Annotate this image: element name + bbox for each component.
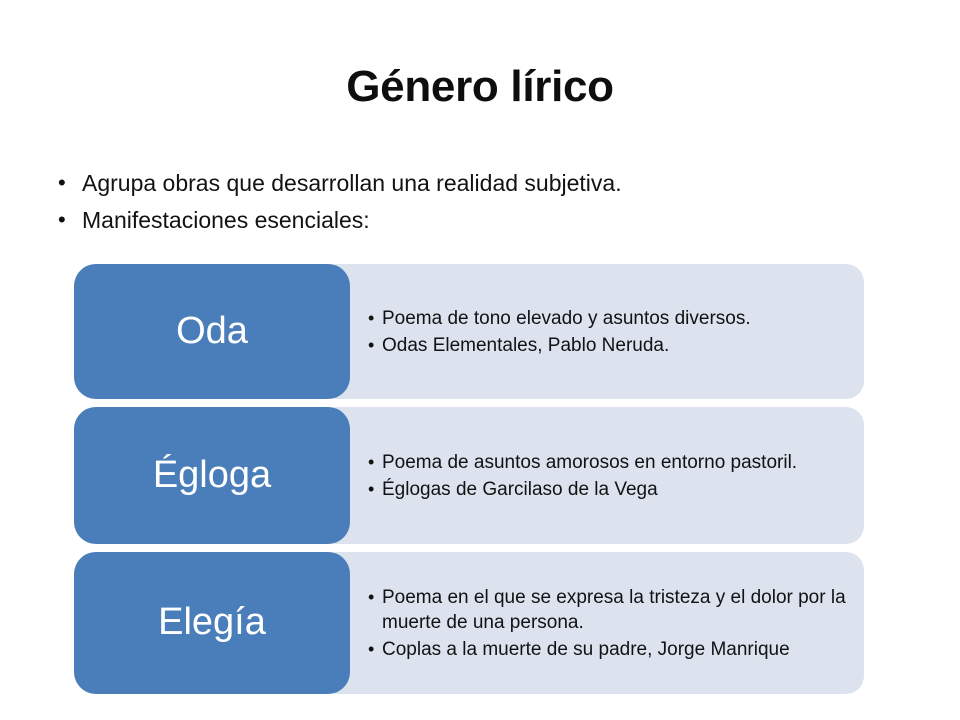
diagram-row-elegia [74, 552, 864, 694]
diagram-row-oda [74, 264, 864, 399]
list-item: • Poema de asuntos amorosos en entorno pastoril. [368, 450, 846, 475]
list-item: • Poema de tono elevado y asuntos diversos. [368, 306, 846, 331]
list-item: • Poema en el que se expresa la tristeza y el dolor por la muerte de una persona. [368, 585, 846, 635]
node-label-egloga: Égloga [74, 407, 350, 544]
bullet-text: Manifestaciones esenciales: [82, 207, 370, 233]
node-label-elegia: Elegía [74, 552, 350, 694]
node-description-egloga [332, 407, 864, 544]
diagram [74, 264, 864, 702]
diagram-row-egloga [74, 407, 864, 544]
page-title: Género lírico [346, 62, 614, 111]
bullet-list [58, 168, 918, 242]
bullet-text: Agrupa obras que desarrollan una realidad subjetiva. [82, 170, 622, 196]
list-item [58, 168, 918, 198]
node-label-oda: Oda [74, 264, 350, 399]
list-item: • Coplas a la muerte de su padre, Jorge Manrique [368, 637, 846, 662]
bullet-icon: • [58, 170, 66, 195]
list-item: • Odas Elementales, Pablo Neruda. [368, 333, 846, 358]
list-item: • Églogas de Garcilaso de la Vega [368, 477, 846, 502]
node-description-elegia [332, 552, 864, 694]
node-description-oda [332, 264, 864, 399]
list-item [58, 205, 918, 235]
bullet-icon: • [58, 207, 66, 232]
